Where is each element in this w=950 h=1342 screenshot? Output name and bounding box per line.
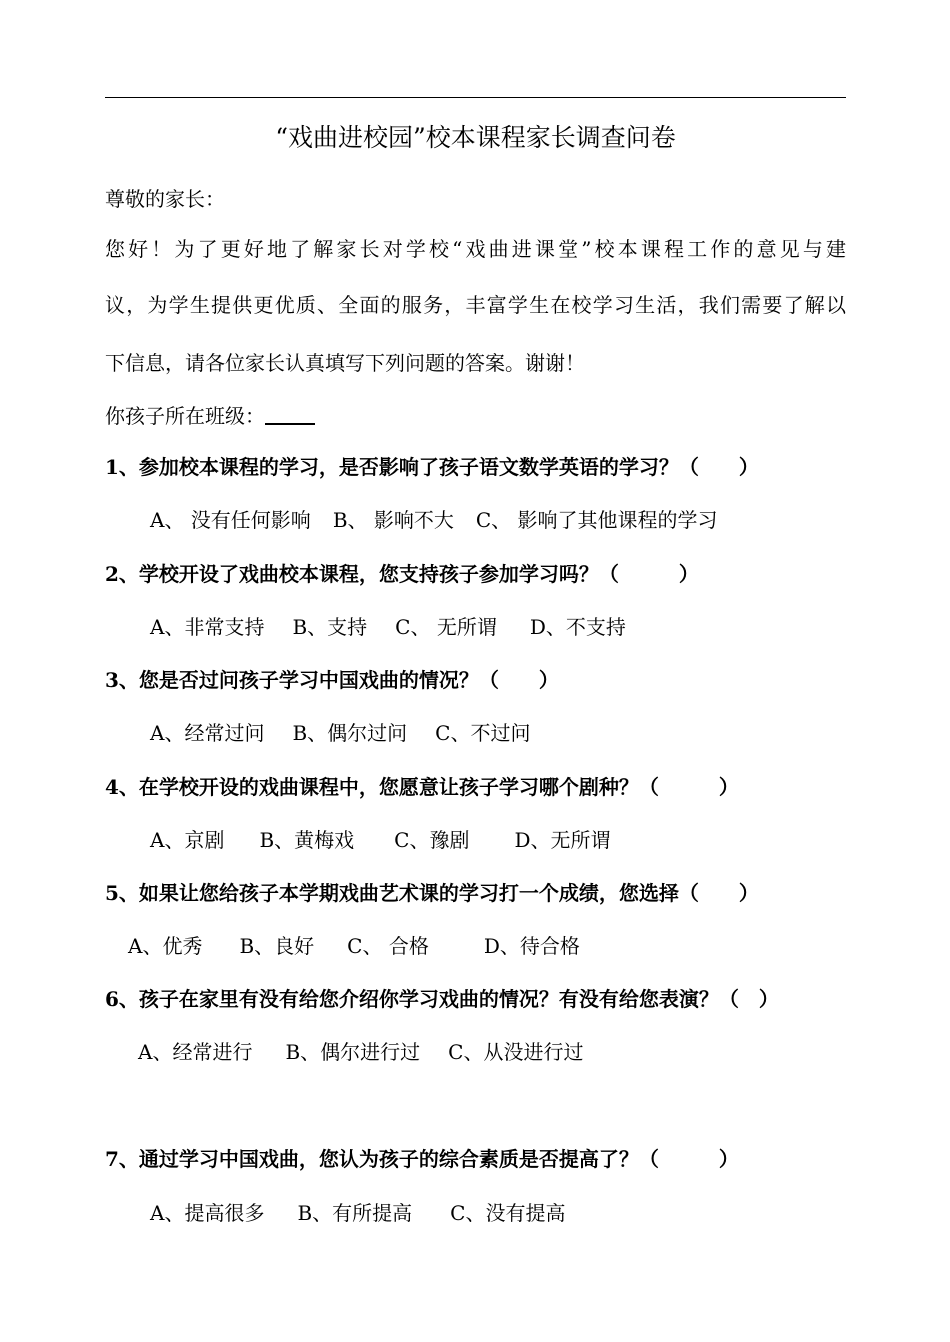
- question-1-option-c[interactable]: C、 影响了其他课程的学习: [475, 508, 718, 532]
- question-5-option-b[interactable]: B、良好: [239, 934, 315, 958]
- question-6-option-c[interactable]: C、从没进行过: [448, 1040, 584, 1064]
- question-2-option-c[interactable]: C、 无所谓: [395, 615, 497, 639]
- question-7: 7、通过学习中国戏曲，您认为孩子的综合素质是否提高了？（ ）: [105, 1147, 739, 1171]
- question-3: 3、您是否过问孩子学习中国戏曲的情况？（ ）: [105, 668, 559, 692]
- intro-line-3: 下信息，请各位家长认真填写下列问题的答案。谢谢！: [105, 351, 585, 375]
- question-5-option-c[interactable]: C、 合格: [347, 934, 429, 958]
- question-2-options: [150, 613, 626, 641]
- intro-line-1: 您好！为了更好地了解家长对学校“戏曲进课堂”校本课程工作的意见与建: [105, 237, 846, 261]
- intro-line-2: 议，为学生提供更优质、全面的服务，丰富学生在校学习生活，我们需要了解以: [105, 293, 846, 317]
- question-5-options: [128, 932, 580, 960]
- question-4: 4、在学校开设的戏曲课程中，您愿意让孩子学习哪个剧种？（ ）: [105, 775, 739, 799]
- question-5-option-a[interactable]: A、优秀: [128, 934, 203, 958]
- question-2-option-d[interactable]: D、不支持: [529, 615, 626, 639]
- question-2-option-a[interactable]: A、非常支持: [150, 615, 265, 639]
- question-4-option-d[interactable]: D、无所谓: [514, 828, 611, 852]
- question-5-option-d[interactable]: D、待合格: [483, 934, 580, 958]
- question-6-options: [138, 1038, 583, 1066]
- salutation: 尊敬的家长：: [105, 187, 225, 211]
- question-3-option-b[interactable]: B、偶尔过问: [292, 721, 408, 745]
- question-1: 1、参加校本课程的学习，是否影响了孩子语文数学英语的学习？（ ）: [105, 455, 759, 479]
- question-5: 5、如果让您给孩子本学期戏曲艺术课的学习打一个成绩，您选择（ ）: [105, 881, 759, 905]
- class-label: 你孩子所在班级：: [105, 404, 265, 428]
- question-6: 6、孩子在家里有没有给您介绍你学习戏曲的情况？有没有给您表演？（ ）: [105, 987, 779, 1011]
- question-7-options: [150, 1199, 565, 1227]
- question-7-option-c[interactable]: C、没有提高: [450, 1201, 566, 1225]
- question-1-option-b[interactable]: B、 影响不大: [332, 508, 454, 532]
- question-7-option-b[interactable]: B、有所提高: [297, 1201, 413, 1225]
- question-3-option-a[interactable]: A、经常过问: [150, 721, 265, 745]
- class-blank[interactable]: [265, 403, 315, 425]
- header-rule: [105, 97, 846, 98]
- question-6-option-b[interactable]: B、偶尔进行过: [285, 1040, 421, 1064]
- question-1-options: [150, 506, 718, 534]
- question-1-option-a[interactable]: A、 没有任何影响: [150, 508, 311, 532]
- page-title: “戏曲进校园”校本课程家长调查问卷: [275, 123, 676, 152]
- question-2-option-b[interactable]: B、支持: [292, 615, 368, 639]
- question-4-options: [150, 826, 611, 854]
- question-6-option-a[interactable]: A、经常进行: [138, 1040, 253, 1064]
- question-4-option-a[interactable]: A、京剧: [150, 828, 225, 852]
- question-4-option-b[interactable]: B、黄梅戏: [259, 828, 355, 852]
- question-3-options: [150, 719, 530, 747]
- question-2: 2、学校开设了戏曲校本课程，您支持孩子参加学习吗？（ ）: [105, 562, 699, 586]
- question-3-option-c[interactable]: C、不过问: [435, 721, 531, 745]
- question-7-option-a[interactable]: A、提高很多: [150, 1201, 265, 1225]
- class-field: [105, 402, 315, 430]
- question-4-option-c[interactable]: C、豫剧: [394, 828, 470, 852]
